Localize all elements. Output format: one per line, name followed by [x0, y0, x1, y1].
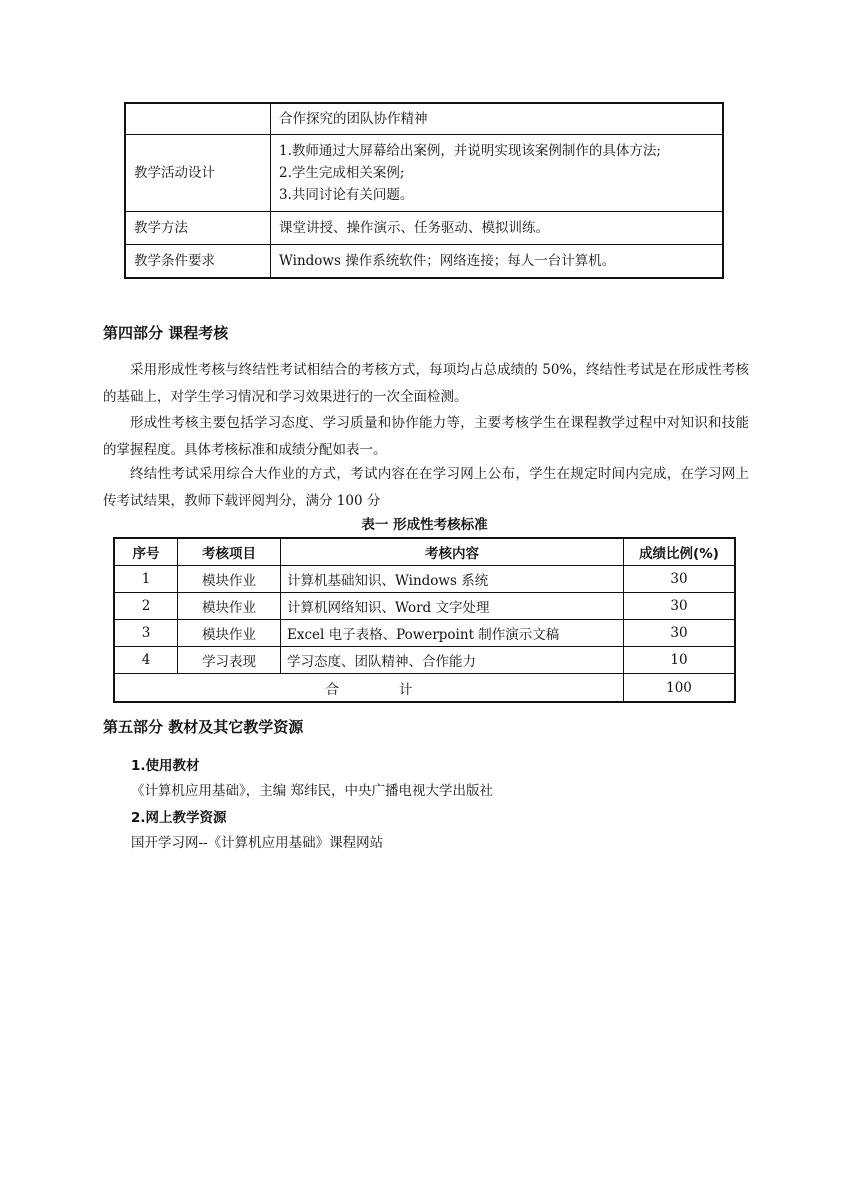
- cell-item: 学习表现: [178, 647, 281, 674]
- table-header-row: [114, 538, 735, 566]
- row-key: 教学条件要求: [125, 245, 271, 279]
- activity-line: 3.共同讨论有关问题。: [279, 187, 414, 203]
- column-header: 序号: [114, 538, 178, 566]
- table-row: [114, 566, 735, 593]
- cell-item: 模块作业: [178, 566, 281, 593]
- cell-content: 计算机网络知识、Word 文字处理: [281, 593, 624, 620]
- table-caption: 表一 形成性考核标准: [361, 517, 488, 533]
- table-row: [114, 647, 735, 674]
- cell-ratio: 30: [624, 620, 736, 647]
- row-key: [125, 103, 271, 135]
- row-value: 合作探究的团队协作精神: [271, 103, 724, 135]
- section-title: 第四部分 课程考核: [103, 324, 229, 342]
- table-row: [114, 593, 735, 620]
- activity-line: 2.学生完成相关案例;: [279, 165, 405, 181]
- cell-ratio: 30: [624, 593, 736, 620]
- activity-line: 1.教师通过大屏幕给出案例，并说明实现该案例制作的具体方法;: [279, 143, 661, 159]
- activity-table: [124, 102, 724, 279]
- table-row: [125, 103, 723, 135]
- paragraph: 采用形成性考核与终结性考试相结合的考核方式，每项均占总成绩的 50%，终结性考试是在形成性考核的基础上，对学生学习情况和学习效果进行的一次全面检测。: [103, 362, 749, 405]
- textbook-line: 《计算机应用基础》，主编 郑纬民，中央广播电视大学出版社: [131, 783, 494, 799]
- cell-index: 2: [114, 593, 178, 620]
- paragraph: 形成性考核主要包括学习态度、学习质量和协作能力等，主要考核学生在课程教学过程中对知识和技能的掌握程度。具体考核标准和成绩分配如表一。: [103, 415, 749, 458]
- total-value: 100: [624, 674, 736, 703]
- subsection-heading: 1.使用教材: [131, 758, 200, 774]
- row-key: 教学活动设计: [125, 135, 271, 212]
- row-value: 课堂讲授、操作演示、任务驱动、模拟训练。: [271, 212, 724, 245]
- table-row: [125, 135, 723, 212]
- column-header: 考核项目: [178, 538, 281, 566]
- cell-item: 模块作业: [178, 620, 281, 647]
- row-key: 教学方法: [125, 212, 271, 245]
- section-title: 第五部分 教材及其它教学资源: [103, 718, 304, 736]
- cell-ratio: 30: [624, 566, 736, 593]
- cell-content: 学习态度、团队精神、合作能力: [281, 647, 624, 674]
- cell-content: 计算机基础知识、Windows 系统: [281, 566, 624, 593]
- table-row: [114, 620, 735, 647]
- resource-line: 国开学习网--《计算机应用基础》课程网站: [131, 835, 384, 851]
- cell-content: Excel 电子表格、Powerpoint 制作演示文稿: [281, 620, 624, 647]
- cell-index: 4: [114, 647, 178, 674]
- table-total-row: [114, 674, 735, 703]
- cell-item: 模块作业: [178, 593, 281, 620]
- column-header: 成绩比例(%): [624, 538, 736, 566]
- table-row: [125, 212, 723, 245]
- row-value: Windows 操作系统软件；网络连接；每人一台计算机。: [271, 245, 724, 279]
- subsection-heading: 2.网上教学资源: [131, 810, 227, 826]
- table-row: [125, 245, 723, 279]
- total-label: 合 计: [114, 674, 624, 703]
- cell-index: 1: [114, 566, 178, 593]
- cell-index: 3: [114, 620, 178, 647]
- column-header: 考核内容: [281, 538, 624, 566]
- assessment-table: [113, 537, 736, 703]
- cell-ratio: 10: [624, 647, 736, 674]
- row-value: [271, 135, 724, 212]
- paragraph: 终结性考试采用综合大作业的方式，考试内容在在学习网上公布，学生在规定时间内完成，在学习网上传考试结果，教师下载评阅判分，满分 100 分: [103, 466, 749, 509]
